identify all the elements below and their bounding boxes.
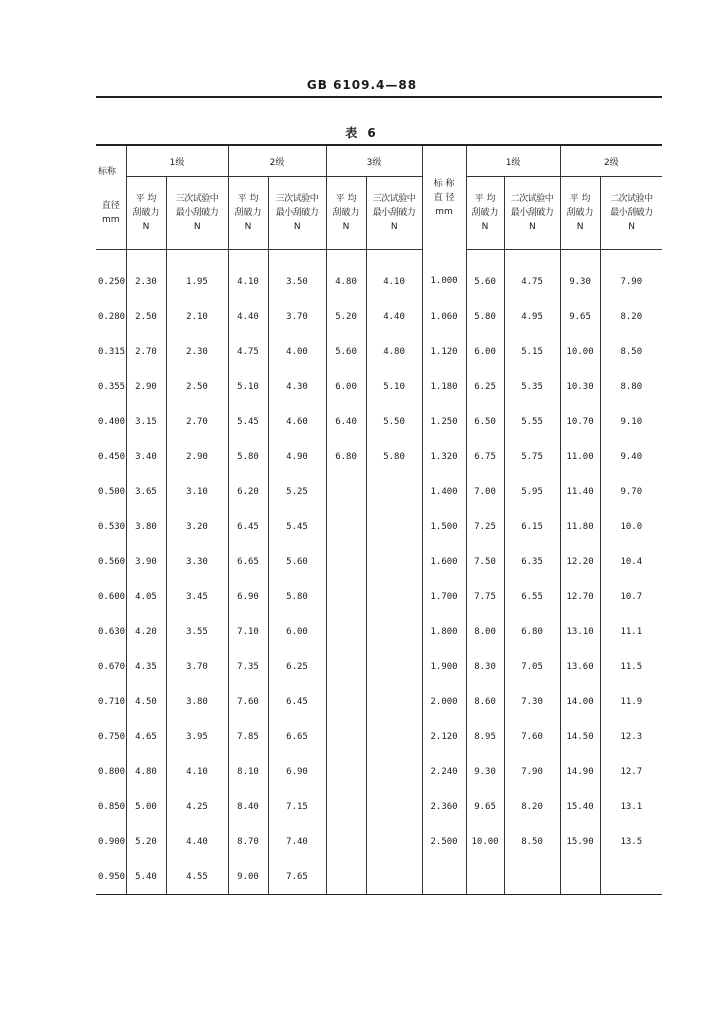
cell-g2-min: 6.00: [268, 614, 326, 649]
table-row: [96, 544, 662, 579]
cell-diameter-right: 1.600: [422, 544, 466, 579]
cell-r2-min: 11.1: [600, 614, 662, 649]
cell-r2-avg: 14.00: [560, 684, 600, 719]
cell-g3-avg: [326, 474, 366, 509]
cell-g3-avg: 4.80: [326, 250, 366, 300]
scratch-resistance-table: [96, 144, 662, 895]
cell-r2-avg: 14.50: [560, 719, 600, 754]
cell-r1-avg: 7.75: [466, 579, 504, 614]
cell-diameter-left: 0.600: [98, 591, 126, 602]
stub-line: 直径: [101, 200, 120, 211]
cell-g2-min: 6.45: [268, 684, 326, 719]
header-line: N: [142, 222, 150, 232]
cell-r1-min: 6.55: [504, 579, 560, 614]
cell-r1-min: 7.05: [504, 649, 560, 684]
cell-g2-avg: 8.40: [228, 789, 268, 824]
header-line: 二次试验中: [510, 194, 554, 204]
table-title: 表 6: [345, 126, 379, 140]
cell-g1-min: 3.20: [166, 509, 228, 544]
cell-r2-avg: 12.70: [560, 579, 600, 614]
left-g2-min-header: [268, 177, 326, 250]
cell-g3-avg: 6.80: [326, 439, 366, 474]
cell-g2-avg: 5.10: [228, 369, 268, 404]
cell-g1-avg: 2.70: [126, 334, 166, 369]
cell-diameter-right: 1.900: [422, 649, 466, 684]
cell-g2-min: 7.40: [268, 824, 326, 859]
cell-g3-min: [366, 789, 422, 824]
cell-g3-min: [366, 614, 422, 649]
table-row: [96, 369, 662, 404]
cell-g1-avg: 3.65: [126, 474, 166, 509]
cell-g3-avg: [326, 719, 366, 754]
cell-g1-min: 2.50: [166, 369, 228, 404]
cell-r2-avg: 10.00: [560, 334, 600, 369]
cell-r2-avg: 9.30: [560, 250, 600, 300]
cell-g2-avg: 5.45: [228, 404, 268, 439]
header-line: N: [528, 222, 536, 232]
cell-g2-avg: 6.90: [228, 579, 268, 614]
cell-r2-avg: 12.20: [560, 544, 600, 579]
cell-g1-avg: 5.00: [126, 789, 166, 824]
cell-g1-avg: 4.20: [126, 614, 166, 649]
cell-g3-min: [366, 544, 422, 579]
cell-g3-avg: [326, 684, 366, 719]
cell-g1-min: 4.40: [166, 824, 228, 859]
cell-g1-min: 3.80: [166, 684, 228, 719]
cell-g2-min: 3.70: [268, 299, 326, 334]
cell-diameter-left: 0.750: [98, 731, 126, 742]
cell-g3-avg: [326, 509, 366, 544]
cell-diameter-left: 0.670: [98, 661, 126, 672]
cell-diameter-right: 2.120: [422, 719, 466, 754]
cell-diameter-left: 0.500: [98, 486, 126, 497]
header-line: N: [342, 222, 350, 232]
subheader-row: [96, 177, 662, 250]
cell-r1-min: 4.75: [504, 250, 560, 300]
cell-g1-min: 2.30: [166, 334, 228, 369]
cell-diameter-right: [422, 859, 466, 895]
header-line: N: [576, 222, 584, 232]
cell-r1-min: 5.95: [504, 474, 560, 509]
cell-diameter-right: 1.120: [422, 334, 466, 369]
cell-g3-avg: [326, 649, 366, 684]
cell-r1-min: 5.15: [504, 334, 560, 369]
table-row: [96, 299, 662, 334]
cell-r2-min: 10.4: [600, 544, 662, 579]
cell-r2-min: 11.5: [600, 649, 662, 684]
right-stub-header: [422, 145, 466, 250]
cell-diameter-right: 1.800: [422, 614, 466, 649]
left-g1-avg-header: [126, 177, 166, 250]
cell-g2-min: 4.60: [268, 404, 326, 439]
cell-r1-min: 8.50: [504, 824, 560, 859]
header-line: N: [628, 222, 635, 232]
cell-r2-min: 9.10: [600, 404, 662, 439]
cell-g3-min: [366, 824, 422, 859]
left-g2-avg-header: [228, 177, 268, 250]
header-line: 刮破力: [566, 208, 594, 218]
cell-g1-avg: 5.20: [126, 824, 166, 859]
cell-r2-min: 10.0: [600, 509, 662, 544]
cell-g3-min: 4.80: [366, 334, 422, 369]
cell-g1-min: 3.10: [166, 474, 228, 509]
cell-g2-min: 7.15: [268, 789, 326, 824]
stub-line: mm: [101, 214, 120, 225]
cell-r1-min: 4.95: [504, 299, 560, 334]
cell-g1-min: 4.10: [166, 754, 228, 789]
right-g1-min-header: [504, 177, 560, 250]
cell-g2-avg: 8.10: [228, 754, 268, 789]
cell-g2-avg: 7.85: [228, 719, 268, 754]
cell-r2-avg: [560, 859, 600, 895]
cell-g1-min: 2.70: [166, 404, 228, 439]
header-rule: [96, 96, 662, 98]
cell-r2-min: 8.50: [600, 334, 662, 369]
table-row: [96, 824, 662, 859]
cell-g3-avg: [326, 579, 366, 614]
cell-r1-min: 8.20: [504, 789, 560, 824]
cell-g2-min: 4.90: [268, 439, 326, 474]
cell-r2-avg: 9.65: [560, 299, 600, 334]
cell-r1-avg: 8.30: [466, 649, 504, 684]
cell-r1-min: 7.30: [504, 684, 560, 719]
cell-diameter-right: 1.700: [422, 579, 466, 614]
cell-g3-min: 5.10: [366, 369, 422, 404]
cell-g1-min: 3.55: [166, 614, 228, 649]
cell-g2-avg: 5.80: [228, 439, 268, 474]
cell-r1-avg: 8.00: [466, 614, 504, 649]
cell-r2-min: 11.9: [600, 684, 662, 719]
cell-g3-avg: 6.40: [326, 404, 366, 439]
cell-r1-avg: 6.00: [466, 334, 504, 369]
left-g1-min-header: [166, 177, 228, 250]
cell-diameter-left: 0.850: [98, 801, 126, 812]
cell-g1-avg: 3.90: [126, 544, 166, 579]
cell-g2-avg: 6.45: [228, 509, 268, 544]
cell-r1-avg: 7.50: [466, 544, 504, 579]
cell-diameter-left: 0.450: [98, 451, 126, 462]
cell-diameter-right: 1.500: [422, 509, 466, 544]
cell-g1-min: 2.90: [166, 439, 228, 474]
right-stub-line: 直 径: [433, 192, 455, 203]
cell-r2-min: 12.3: [600, 719, 662, 754]
cell-g1-avg: 3.80: [126, 509, 166, 544]
cell-diameter-left: 0.530: [98, 521, 126, 532]
cell-r1-min: 7.60: [504, 719, 560, 754]
cell-diameter-left: 0.710: [98, 696, 126, 707]
right-g2-avg-header: [560, 177, 600, 250]
table-row: [96, 509, 662, 544]
cell-diameter-right: 1.320: [422, 439, 466, 474]
cell-g2-min: 7.65: [268, 859, 326, 895]
cell-diameter-left: 0.280: [98, 311, 126, 322]
cell-g2-avg: 7.35: [228, 649, 268, 684]
cell-g3-avg: [326, 859, 366, 895]
cell-r2-min: 8.20: [600, 299, 662, 334]
cell-r1-min: 6.80: [504, 614, 560, 649]
cell-diameter-left: 0.900: [98, 836, 126, 847]
cell-g1-min: 3.95: [166, 719, 228, 754]
header-line: N: [193, 222, 201, 232]
header-line: 平 均: [335, 194, 357, 204]
cell-r1-avg: 6.50: [466, 404, 504, 439]
header-line: 最小刮破力: [175, 208, 219, 218]
cell-g1-avg: 2.30: [126, 250, 166, 300]
cell-g2-min: 4.30: [268, 369, 326, 404]
cell-diameter-left: 0.250: [98, 276, 126, 287]
left-stub-header: [96, 177, 126, 250]
cell-g3-min: [366, 754, 422, 789]
cell-r2-min: 13.5: [600, 824, 662, 859]
cell-g1-min: 4.55: [166, 859, 228, 895]
cell-r2-avg: 14.90: [560, 754, 600, 789]
cell-g3-min: [366, 509, 422, 544]
cell-g2-avg: 4.10: [228, 250, 268, 300]
cell-g2-min: 4.00: [268, 334, 326, 369]
data-table-container: [96, 144, 662, 930]
cell-r2-min: 12.7: [600, 754, 662, 789]
header-line: 最小刮破力: [372, 208, 416, 218]
cell-g2-avg: 6.65: [228, 544, 268, 579]
table-row: [96, 859, 662, 895]
cell-g3-avg: [326, 544, 366, 579]
cell-g2-min: 3.50: [268, 250, 326, 300]
cell-r1-avg: 5.60: [466, 250, 504, 300]
cell-r2-avg: 15.90: [560, 824, 600, 859]
cell-diameter-right: 2.000: [422, 684, 466, 719]
header-line: 刮破力: [332, 208, 360, 218]
right-g1-avg-header: [466, 177, 504, 250]
cell-g3-min: [366, 859, 422, 895]
cell-g1-avg: 4.05: [126, 579, 166, 614]
table-row: [96, 404, 662, 439]
cell-diameter-left: 0.560: [98, 556, 126, 567]
table-row: [96, 474, 662, 509]
left-grade-3-header: 3级: [326, 145, 422, 177]
cell-diameter-left: 0.315: [98, 346, 126, 357]
cell-g2-avg: 4.75: [228, 334, 268, 369]
cell-g1-avg: 4.65: [126, 719, 166, 754]
cell-g2-min: 6.65: [268, 719, 326, 754]
cell-r1-avg: 8.95: [466, 719, 504, 754]
cell-g1-min: 3.30: [166, 544, 228, 579]
table-row: [96, 649, 662, 684]
header-line: N: [293, 222, 301, 232]
right-g2-min-header: [600, 177, 662, 250]
cell-diameter-right: 2.360: [422, 789, 466, 824]
cell-r1-avg: 9.30: [466, 754, 504, 789]
table-header: [96, 145, 662, 250]
header-line: 最小刮破力: [510, 208, 554, 218]
header-line: 平 均: [569, 194, 591, 204]
cell-g2-min: 6.90: [268, 754, 326, 789]
cell-r1-min: 7.90: [504, 754, 560, 789]
cell-r2-min: 7.90: [600, 250, 662, 300]
cell-r2-min: 9.40: [600, 439, 662, 474]
cell-g2-min: 5.80: [268, 579, 326, 614]
cell-r1-min: 6.35: [504, 544, 560, 579]
cell-g3-avg: [326, 789, 366, 824]
cell-g2-avg: 7.60: [228, 684, 268, 719]
cell-diameter-right: 1.250: [422, 404, 466, 439]
cell-g3-min: [366, 474, 422, 509]
cell-r2-avg: 10.70: [560, 404, 600, 439]
cell-r2-avg: 10.30: [560, 369, 600, 404]
cell-r1-avg: 6.75: [466, 439, 504, 474]
header-line: 三次试验中: [372, 194, 416, 204]
cell-r1-avg: 10.00: [466, 824, 504, 859]
table-row: [96, 684, 662, 719]
table-row: [96, 250, 662, 300]
cell-g2-avg: 7.10: [228, 614, 268, 649]
header-line: 平 均: [474, 194, 496, 204]
cell-diameter-right: 1.000: [422, 250, 466, 300]
grade-header-row: [96, 145, 662, 177]
header-line: 刮破力: [471, 208, 499, 218]
cell-g3-min: 5.50: [366, 404, 422, 439]
cell-r2-min: 13.1: [600, 789, 662, 824]
left-grade-1-header: 1级: [126, 145, 228, 177]
cell-r1-min: 5.55: [504, 404, 560, 439]
table-row: [96, 334, 662, 369]
right-stub-line: 标 称: [433, 178, 455, 189]
cell-r1-min: [504, 859, 560, 895]
cell-g3-avg: 6.00: [326, 369, 366, 404]
header-line: N: [481, 222, 489, 232]
cell-g2-avg: 8.70: [228, 824, 268, 859]
cell-g1-avg: 3.15: [126, 404, 166, 439]
header-line: 二次试验中: [610, 194, 653, 204]
header-line: 三次试验中: [175, 194, 219, 204]
cell-diameter-left: 0.355: [98, 381, 126, 392]
header-line: 平 均: [237, 194, 259, 204]
cell-g1-avg: 4.50: [126, 684, 166, 719]
cell-diameter-left: 0.950: [96, 859, 126, 895]
header-line: 最小刮破力: [275, 208, 319, 218]
cell-r2-avg: 13.10: [560, 614, 600, 649]
cell-diameter-right: 1.060: [422, 299, 466, 334]
cell-g2-avg: 4.40: [228, 299, 268, 334]
cell-g1-min: 1.95: [166, 250, 228, 300]
table-row: [96, 439, 662, 474]
table-body: [96, 250, 662, 895]
cell-r2-min: 10.7: [600, 579, 662, 614]
cell-diameter-right: 1.400: [422, 474, 466, 509]
table-row: [96, 754, 662, 789]
right-grade-1-header: 1级: [466, 145, 560, 177]
cell-g2-min: 5.60: [268, 544, 326, 579]
cell-diameter-right: 1.180: [422, 369, 466, 404]
cell-r1-avg: 7.25: [466, 509, 504, 544]
table-row: [96, 719, 662, 754]
header-line: N: [390, 222, 398, 232]
header-line: 三次试验中: [275, 194, 319, 204]
cell-g1-min: 3.45: [166, 579, 228, 614]
cell-g2-min: 5.25: [268, 474, 326, 509]
cell-r1-avg: 5.80: [466, 299, 504, 334]
cell-r2-avg: 15.40: [560, 789, 600, 824]
cell-g3-min: [366, 684, 422, 719]
cell-g2-min: 5.45: [268, 509, 326, 544]
cell-r1-min: 5.75: [504, 439, 560, 474]
header-line: 刮破力: [132, 208, 160, 218]
table-row: [96, 614, 662, 649]
cell-g3-min: [366, 649, 422, 684]
cell-r1-avg: [466, 859, 504, 895]
cell-g1-min: 4.25: [166, 789, 228, 824]
cell-diameter-left: 0.400: [98, 416, 126, 427]
header-line: 最小刮破力: [610, 208, 653, 218]
cell-r2-min: 8.80: [600, 369, 662, 404]
cell-g3-min: 5.80: [366, 439, 422, 474]
cell-r1-min: 5.35: [504, 369, 560, 404]
cell-g1-min: 2.10: [166, 299, 228, 334]
header-line: 刮破力: [234, 208, 262, 218]
cell-g3-min: [366, 579, 422, 614]
table-row: [96, 579, 662, 614]
cell-r1-avg: 6.25: [466, 369, 504, 404]
cell-g3-min: 4.40: [366, 299, 422, 334]
left-g3-min-header: [366, 177, 422, 250]
cell-g1-avg: 2.50: [126, 299, 166, 334]
cell-g2-avg: 9.00: [228, 859, 268, 895]
cell-g3-avg: [326, 824, 366, 859]
cell-diameter-right: 2.240: [422, 754, 466, 789]
cell-g2-min: 6.25: [268, 649, 326, 684]
stub-top-label: 标称: [96, 145, 126, 177]
cell-diameter-left: 0.630: [98, 626, 126, 637]
cell-r2-min: 9.70: [600, 474, 662, 509]
left-grade-2-header: 2级: [228, 145, 326, 177]
cell-g2-avg: 6.20: [228, 474, 268, 509]
cell-g1-avg: 3.40: [126, 439, 166, 474]
header-line: 平 均: [135, 194, 157, 204]
cell-r1-min: 6.15: [504, 509, 560, 544]
cell-diameter-right: 2.500: [422, 824, 466, 859]
right-grade-2-header: 2级: [560, 145, 662, 177]
cell-r2-avg: 11.00: [560, 439, 600, 474]
cell-g1-avg: 4.80: [126, 754, 166, 789]
cell-r2-avg: 11.40: [560, 474, 600, 509]
cell-g3-avg: [326, 614, 366, 649]
cell-g1-avg: 4.35: [126, 649, 166, 684]
cell-r2-avg: 13.60: [560, 649, 600, 684]
cell-g1-avg: 2.90: [126, 369, 166, 404]
cell-diameter-left: 0.800: [98, 766, 126, 777]
cell-g1-min: 3.70: [166, 649, 228, 684]
cell-g3-min: 4.10: [366, 250, 422, 300]
cell-g3-avg: [326, 754, 366, 789]
cell-r1-avg: 7.00: [466, 474, 504, 509]
cell-g1-avg: 5.40: [126, 859, 166, 895]
left-g3-avg-header: [326, 177, 366, 250]
cell-g3-avg: 5.60: [326, 334, 366, 369]
cell-g3-min: [366, 719, 422, 754]
cell-r1-avg: 8.60: [466, 684, 504, 719]
cell-r2-min: [600, 859, 662, 895]
cell-g3-avg: 5.20: [326, 299, 366, 334]
header-line: N: [244, 222, 252, 232]
table-row: [96, 789, 662, 824]
right-stub-line: mm: [435, 206, 453, 217]
cell-r1-avg: 9.65: [466, 789, 504, 824]
standard-code: GB 6109.4—88: [306, 78, 418, 92]
cell-r2-avg: 11.80: [560, 509, 600, 544]
